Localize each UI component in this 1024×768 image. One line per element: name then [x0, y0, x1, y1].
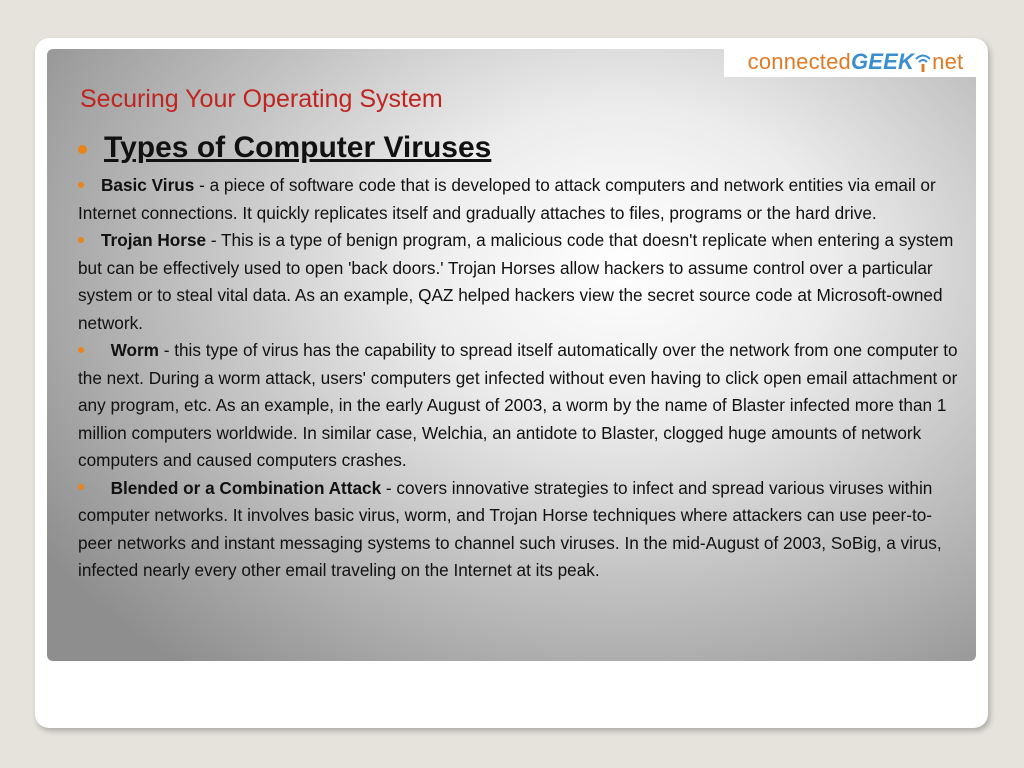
- description: - covers innovative strategies to infect and spread various viruses within computer networks. It involves basic virus, worm, and Trojan Horse techniques where attackers can use peer-to-peer networks and instant messaging systems to channel such viruses. In the mid-August of 2003, SoBig, a virus, infected nearly every other email traveling on the Internet at its peak.: [78, 477, 942, 580]
- list-item-basic-virus: [78, 172, 964, 227]
- term: Worm: [110, 340, 159, 360]
- bullet-icon: [78, 484, 84, 490]
- connectedgeek-logo: [724, 46, 987, 77]
- description: - This is a type of benign program, a malicious code that doesn't replicate when entering a system but can be effectively used to open 'back doors.' Trojan Horses allow hackers to assume control over a particular system or to steal vital data. As an example, QAZ helped hackers view the secret source code at Microsoft-owned network.: [78, 230, 954, 333]
- heading-row: [78, 131, 491, 165]
- list-item-trojan-horse: [78, 227, 964, 337]
- slide-title: Securing Your Operating System: [80, 85, 443, 113]
- bullet-icon: [78, 145, 87, 154]
- term: Blended or a Combination Attack: [110, 477, 382, 498]
- list-item-worm: [78, 337, 964, 475]
- slide-heading: Types of Computer Viruses: [104, 131, 492, 164]
- bullet-icon: [78, 237, 84, 243]
- slide-content: [78, 172, 964, 585]
- list-item-blended-attack: [78, 475, 964, 585]
- logo-part-net: net: [932, 48, 964, 74]
- term: Trojan Horse: [101, 230, 207, 250]
- logo-part-connected: connected: [747, 48, 851, 74]
- description: - this type of virus has the capability to spread itself automatically over the network from one computer to the next. During a worm attack, users' computers get infected without even having to click open email attachment or any program, etc. As an example, in the early August of 2003, a worm by the name of Blaster infected more than 1 million computers worldwide. In similar case, Welchia, an antidote to Blaster, clogged huge amounts of network computers and caused computers crashes.: [78, 340, 958, 470]
- bullet-icon: [78, 347, 84, 353]
- logo-part-geek: GEEK: [850, 48, 915, 74]
- bullet-icon: [78, 182, 84, 188]
- wifi-icon: [914, 51, 932, 73]
- term: Basic Virus: [101, 175, 195, 195]
- description: - a piece of software code that is developed to attack computers and network entities via email or Internet connections. It quickly replicates itself and gradually attaches to files, programs or the hard drive.: [78, 175, 936, 223]
